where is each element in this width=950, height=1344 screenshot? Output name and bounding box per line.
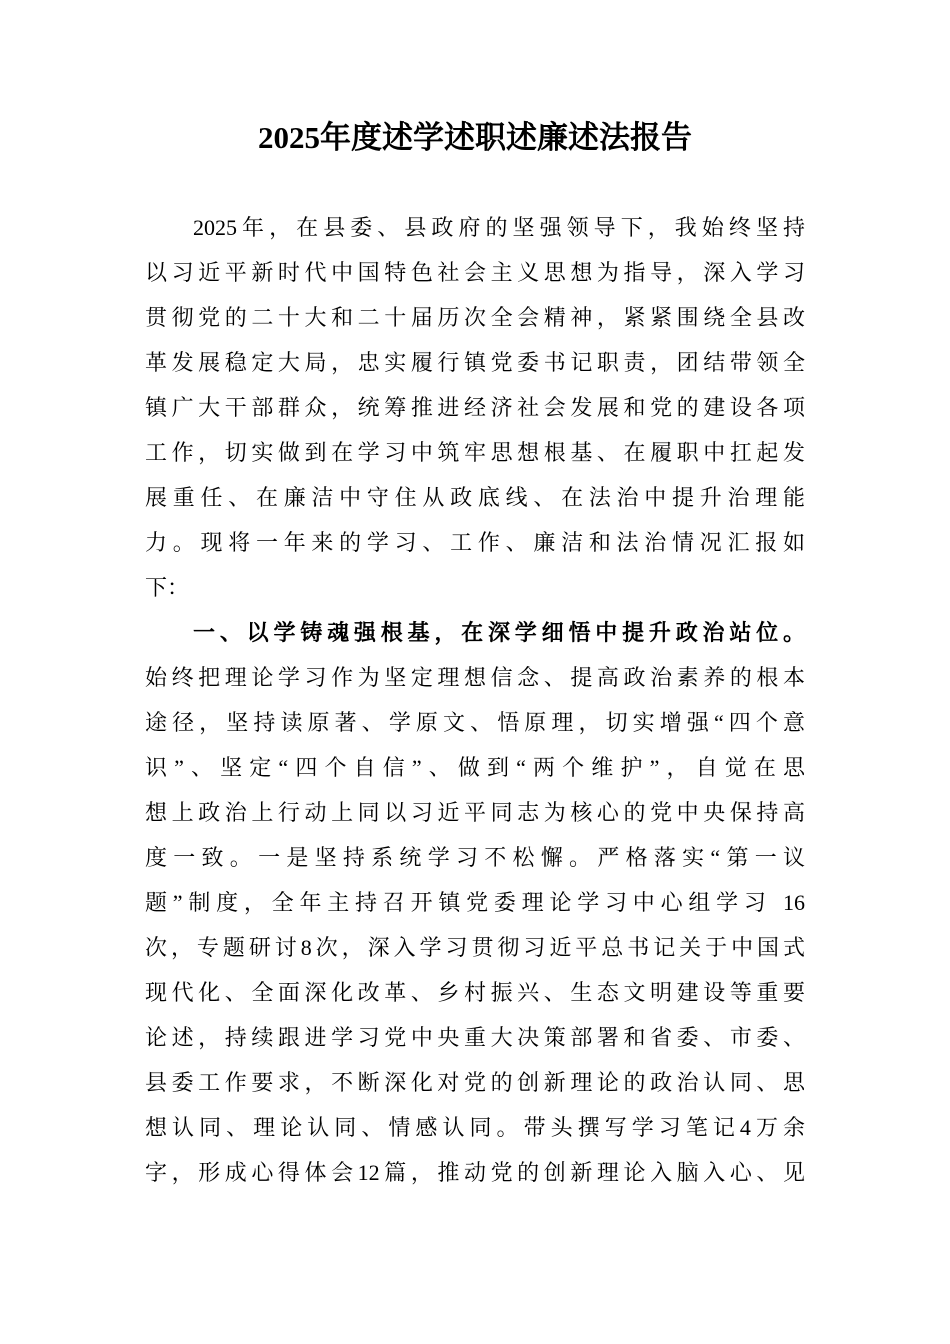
section-line: 始终把理论学习作为坚定理想信念、提高政治素养的根本 bbox=[145, 665, 805, 690]
intro-line: 下： bbox=[145, 575, 190, 600]
intro-line: 革发展稳定大局，忠实履行镇党委书记职责，团结带领全 bbox=[145, 350, 805, 375]
section-line: 度一致。一是坚持系统学习不松懈。严格落实“第一议 bbox=[145, 845, 805, 870]
section-line: 题”制度，全年主持召开镇党委理论学习中心组学习 16 bbox=[145, 890, 805, 915]
intro-line: 镇广大干部群众，统筹推进经济社会发展和党的建设各项 bbox=[145, 395, 805, 420]
section-line: 论述，持续跟进学习党中央重大决策部署和省委、市委、 bbox=[145, 1025, 805, 1050]
intro-line: 展重任、在廉洁中守住从政底线、在法治中提升治理能 bbox=[145, 485, 805, 510]
intro-line: 工作，切实做到在学习中筑牢思想根基、在履职中扛起发 bbox=[145, 440, 805, 465]
section-line: 县委工作要求，不断深化对党的创新理论的政治认同、思 bbox=[145, 1070, 805, 1095]
section-line: 字，形成心得体会12篇，推动党的创新理论入脑入心、见 bbox=[145, 1160, 805, 1185]
section-line: 次，专题研讨8次，深入学习贯彻习近平总书记关于中国式 bbox=[145, 935, 805, 960]
intro-line: 以习近平新时代中国特色社会主义思想为指导，深入学习 bbox=[145, 260, 805, 285]
section-line: 想认同、理论认同、情感认同。带头撰写学习笔记4万余 bbox=[145, 1115, 805, 1140]
intro-line: 贯彻党的二十大和二十届历次全会精神，紧紧围绕全县改 bbox=[145, 305, 805, 330]
section-line: 识”、坚定“四个自信”、做到“两个维护”，自觉在思 bbox=[145, 755, 805, 780]
section-line: 想上政治上行动上同以习近平同志为核心的党中央保持高 bbox=[145, 800, 805, 825]
document-title: 2025年度述学述职述廉述法报告 bbox=[258, 120, 692, 155]
section-line: 途径，坚持读原著、学原文、悟原理，切实增强“四个意 bbox=[145, 710, 805, 735]
intro-line: 2025年，在县委、县政府的坚强领导下，我始终坚持 bbox=[193, 215, 805, 240]
section-heading: 一、以学铸魂强根基，在深学细悟中提升政治站位。 bbox=[193, 620, 805, 645]
section-line: 现代化、全面深化改革、乡村振兴、生态文明建设等重要 bbox=[145, 980, 805, 1005]
document-body bbox=[145, 205, 805, 1195]
intro-line: 力。现将一年来的学习、工作、廉洁和法治情况汇报如 bbox=[145, 530, 805, 555]
